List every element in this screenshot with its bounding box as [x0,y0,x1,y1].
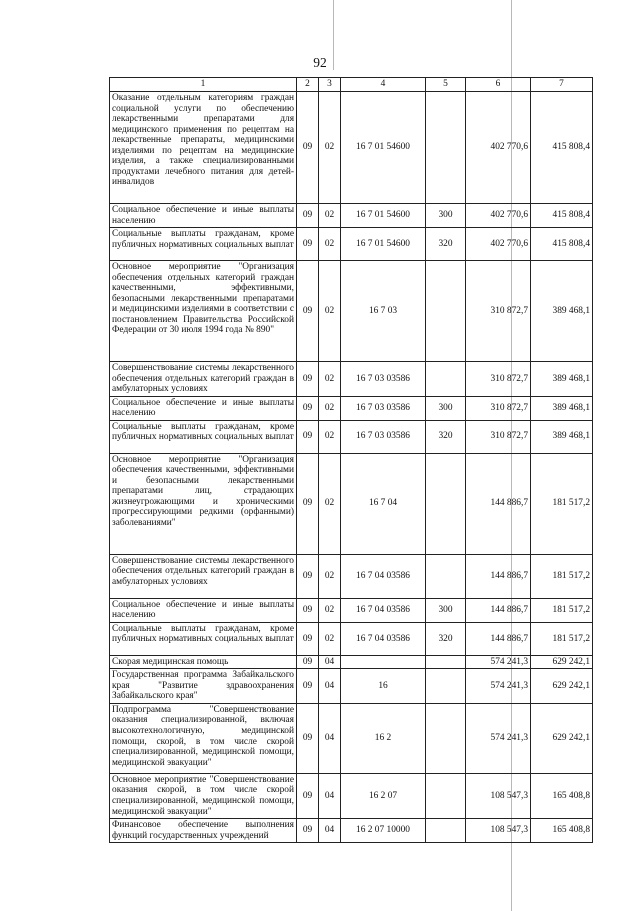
row-amount-year1: 574 241,3 [466,703,531,773]
row-expense-type: 300 [426,598,466,622]
row-name: Социальные выплаты гражданам, кроме публичных нормативных социальных выплат [110,622,297,655]
row-amount-year1: 310 872,7 [466,261,531,362]
column-header: 1 [110,78,297,92]
row-name: Основное мероприятие "Организация обеспечения отдельных категорий граждан качественными, эффективными, безопасными лекарственными препаратами и медицинскими изделиями в соответствии с постановлением Правительства Российской Федерации от 30 июля 1994 года № 890" [110,261,297,362]
row-section: 09 [297,598,319,622]
row-amount-year2: 629 242,1 [531,655,593,669]
column-header: 7 [531,78,593,92]
column-header: 6 [466,78,531,92]
table-row [110,655,593,669]
row-amount-year2: 181 517,2 [531,622,593,655]
row-section: 09 [297,228,319,261]
column-header: 3 [319,78,341,92]
row-amount-year1: 402 770,6 [466,92,531,204]
row-expense-type [426,453,466,554]
row-name: Социальное обеспечение и иные выплаты населению [110,598,297,622]
row-subsection: 02 [319,204,341,228]
row-amount-year1: 108 547,3 [466,819,531,843]
table-row [110,396,593,420]
table-row [110,554,593,598]
row-expense-type: 300 [426,396,466,420]
budget-table [109,77,593,843]
row-amount-year1: 108 547,3 [466,773,531,818]
row-subsection: 02 [319,92,341,204]
row-target-article: 16 7 03 03586 [341,396,426,420]
row-section: 09 [297,362,319,397]
row-target-article: 16 7 04 03586 [341,598,426,622]
table-row [110,420,593,453]
row-subsection: 04 [319,819,341,843]
row-section: 09 [297,622,319,655]
row-amount-year1: 144 886,7 [466,554,531,598]
table-row [110,703,593,773]
row-amount-year1: 574 241,3 [466,669,531,704]
column-header: 5 [426,78,466,92]
row-section: 09 [297,819,319,843]
row-target-article: 16 7 01 54600 [341,204,426,228]
row-name: Основное мероприятие "Организация обеспечения качественными, эффективными и безопасными лекарственными препаратами лиц, страдающих жизнеугрожающими и хроническими прогрессирующими редкими (орфанными) заболеваниями" [110,453,297,554]
row-section: 09 [297,92,319,204]
table-row [110,362,593,397]
row-section: 09 [297,204,319,228]
row-target-article: 16 7 04 03586 [341,622,426,655]
row-subsection: 02 [319,362,341,397]
row-name: Финансовое обеспечение выполнения функций государственных учреждений [110,819,297,843]
row-target-article: 16 7 04 03586 [341,554,426,598]
row-amount-year2: 629 242,1 [531,703,593,773]
row-amount-year2: 165 408,8 [531,773,593,818]
row-name: Государственная программа Забайкальского края "Развитие здравоохранения Забайкальского края" [110,669,297,704]
row-target-article: 16 2 07 10000 [341,819,426,843]
row-section: 09 [297,703,319,773]
table-row [110,598,593,622]
row-name: Социальные выплаты гражданам, кроме публичных нормативных социальных выплат [110,420,297,453]
table-row [110,204,593,228]
row-name: Социальное обеспечение и иные выплаты населению [110,204,297,228]
row-amount-year1: 310 872,7 [466,420,531,453]
row-amount-year1: 402 770,6 [466,204,531,228]
row-section: 09 [297,396,319,420]
row-amount-year2: 389 468,1 [531,420,593,453]
row-amount-year1: 144 886,7 [466,453,531,554]
row-target-article: 16 [341,669,426,704]
row-expense-type: 320 [426,228,466,261]
row-expense-type: 300 [426,204,466,228]
table-row [110,261,593,362]
page-number: 92 [313,55,327,70]
row-subsection: 02 [319,261,341,362]
column-header: 4 [341,78,426,92]
row-target-article: 16 7 03 03586 [341,362,426,397]
row-name: Социальные выплаты гражданам, кроме публичных нормативных социальных выплат [110,228,297,261]
row-expense-type [426,669,466,704]
row-name: Оказание отдельным категориям граждан социальной услуги по обеспечению лекарственными препаратами для медицинского применения по рецептам на лекарственные препараты, медицинскими изделиями по рецептам на медицинские изделия, а также специализированными продуктами лечебного питания для детей-инвалидов [110,92,297,204]
row-amount-year2: 389 468,1 [531,396,593,420]
row-subsection: 02 [319,420,341,453]
row-amount-year1: 574 241,3 [466,655,531,669]
row-amount-year2: 181 517,2 [531,598,593,622]
row-expense-type [426,703,466,773]
row-expense-type [426,92,466,204]
row-name: Социальное обеспечение и иные выплаты населению [110,396,297,420]
row-name: Подпрограмма "Совершенствование оказания специализированной, включая высокотехнологичную, медицинской помощи, скорой, в том числе скорой специализированной, медицинской помощи, медицинской эвакуации" [110,703,297,773]
table-row [110,773,593,818]
row-expense-type [426,655,466,669]
row-expense-type [426,261,466,362]
row-amount-year2: 415 808,4 [531,228,593,261]
column-header: 2 [297,78,319,92]
row-amount-year1: 310 872,7 [466,362,531,397]
table-row [110,669,593,704]
row-section: 09 [297,453,319,554]
row-amount-year2: 389 468,1 [531,362,593,397]
table-row [110,819,593,843]
row-subsection: 04 [319,655,341,669]
row-subsection: 02 [319,598,341,622]
row-expense-type: 320 [426,420,466,453]
row-target-article: 16 7 04 [341,453,426,554]
row-subsection: 04 [319,669,341,704]
row-target-article [341,655,426,669]
row-subsection: 02 [319,554,341,598]
row-amount-year1: 144 886,7 [466,598,531,622]
row-subsection: 02 [319,453,341,554]
row-target-article: 16 7 03 03586 [341,420,426,453]
table-row [110,228,593,261]
row-amount-year2: 415 808,4 [531,92,593,204]
row-name: Скорая медицинская помощь [110,655,297,669]
row-amount-year1: 310 872,7 [466,396,531,420]
row-amount-year2: 629 242,1 [531,669,593,704]
row-amount-year1: 144 886,7 [466,622,531,655]
table-header-row [110,78,593,92]
row-amount-year2: 165 408,8 [531,819,593,843]
row-section: 09 [297,655,319,669]
row-section: 09 [297,554,319,598]
row-name: Совершенствование системы лекарственного обеспечения отдельных категорий граждан в амбулаторных условиях [110,554,297,598]
row-amount-year2: 181 517,2 [531,453,593,554]
row-name: Основное мероприятие "Совершенствование оказания скорой, в том числе скорой специализированной, медицинской помощи, медицинской эвакуации" [110,773,297,818]
row-target-article: 16 7 01 54600 [341,92,426,204]
row-expense-type [426,773,466,818]
row-expense-type [426,362,466,397]
table-row [110,622,593,655]
row-amount-year2: 389 468,1 [531,261,593,362]
row-expense-type [426,554,466,598]
row-amount-year1: 402 770,6 [466,228,531,261]
row-target-article: 16 2 [341,703,426,773]
row-target-article: 16 7 03 [341,261,426,362]
row-target-article: 16 2 07 [341,773,426,818]
row-subsection: 02 [319,228,341,261]
row-subsection: 04 [319,773,341,818]
row-section: 09 [297,669,319,704]
table-row [110,92,593,204]
row-amount-year2: 181 517,2 [531,554,593,598]
table-row [110,453,593,554]
row-section: 09 [297,773,319,818]
row-target-article: 16 7 01 54600 [341,228,426,261]
row-expense-type: 320 [426,622,466,655]
row-subsection: 02 [319,622,341,655]
row-amount-year2: 415 808,4 [531,204,593,228]
row-section: 09 [297,420,319,453]
row-expense-type [426,819,466,843]
row-subsection: 02 [319,396,341,420]
row-subsection: 04 [319,703,341,773]
row-section: 09 [297,261,319,362]
row-name: Совершенствование системы лекарственного обеспечения отдельных категорий граждан в амбулаторных условиях [110,362,297,397]
